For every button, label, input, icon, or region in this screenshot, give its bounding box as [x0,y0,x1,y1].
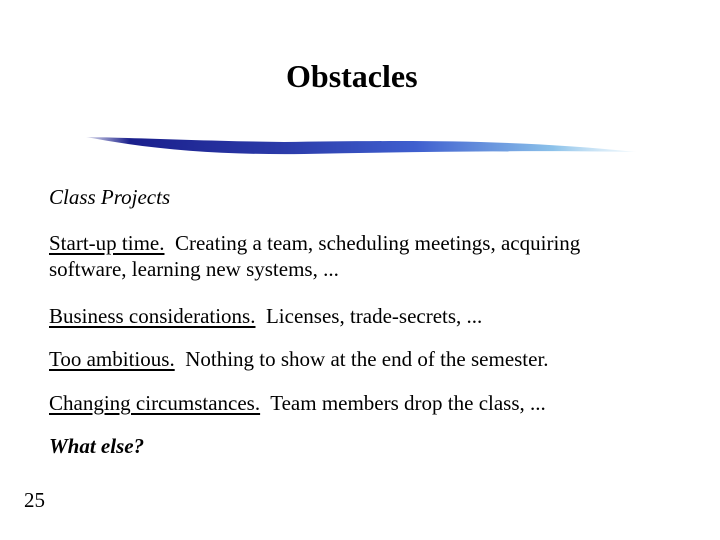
bullet-term: Too ambitious. [49,347,175,371]
subheading: Class Projects [49,185,171,209]
bullet-startup [49,230,689,256]
bullet-text: Licenses, trade-secrets, ... [265,304,483,328]
bullet-ambitious [49,346,689,372]
bullet-text: Nothing to show at the end of the semester. [185,347,549,371]
bullet-text: Team members drop the class, ... [270,391,546,415]
bullet-term: Start-up time. [49,231,165,255]
bullet-circumstances [49,390,689,416]
decorative-swoosh [84,130,640,162]
slide-body [49,184,689,459]
page-number: 25 [24,488,45,512]
bullet-term: Changing circumstances. [49,391,261,415]
bullet-text: Creating a team, scheduling meetings, acquiring [174,231,581,255]
bullet-business [49,303,689,329]
bullet-startup-continued: software, learning new systems, ... [49,257,339,281]
bullet-term: Business considerations. [49,304,256,328]
slide-title: Obstacles [286,58,418,94]
closing-question: What else? [49,434,145,458]
slide-title-area [0,56,720,98]
